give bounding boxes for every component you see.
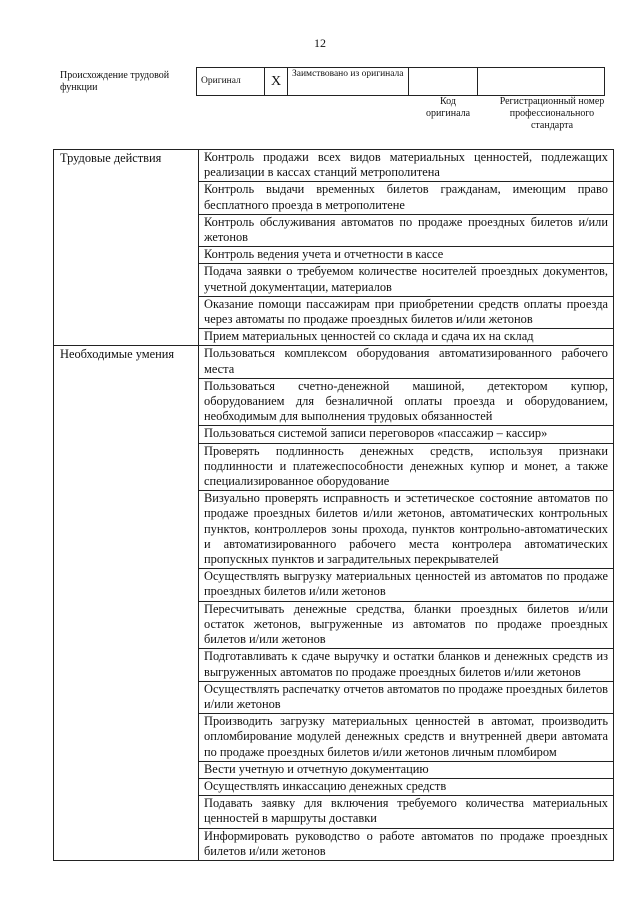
required-skill-item: Подавать заявку для включения требуемого количества материальных ценностей в маршруты доставки	[199, 796, 614, 828]
original-code-cell	[409, 68, 478, 96]
labor-actions-heading: Трудовые действия	[54, 150, 199, 346]
labor-action-item: Контроль обслуживания автоматов по продаже проездных билетов и/или жетонов	[199, 214, 614, 246]
required-skill-item: Осуществлять распечатку отчетов автоматов по продаже проездных билетов и/или жетонов	[199, 681, 614, 713]
required-skill-item: Пользоваться системой записи переговоров «пассажир – кассир»	[199, 426, 614, 443]
labor-action-item: Оказание помощи пассажирам при приобретении средств оплаты проезда через автоматы по продаже проездных билетов и/или жетонов	[199, 296, 614, 328]
original-code-caption: Код оригинала	[425, 96, 471, 119]
labor-action-item: Прием материальных ценностей со склада и сдача их на склад	[199, 329, 614, 346]
required-skill-item: Информировать руководство о работе автоматов по продаже проездных билетов и/или жетонов	[199, 828, 614, 860]
reg-number-cell	[478, 68, 605, 96]
labor-action-item: Контроль выдачи временных билетов гражданам, имеющим право бесплатного проезда в метрополитене	[199, 182, 614, 214]
table-row	[54, 150, 614, 182]
required-skill-item: Осуществлять инкассацию денежных средств	[199, 778, 614, 795]
required-skill-item: Производить загрузку материальных ценностей в автомат, производить опломбирование модулей денежных средств и внутренней двери автомата по продаже проездных билетов и/или жетонов личным пломбиром	[199, 714, 614, 762]
table-row	[54, 346, 614, 378]
labor-action-item: Подача заявки о требуемом количестве носителей проездных документов, учетной документации, материалов	[199, 264, 614, 296]
required-skill-item: Пересчитывать денежные средства, бланки проездных билетов и/или остаток жетонов, выгруженные из автоматов по продаже проездных билетов и/или жетонов	[199, 601, 614, 649]
required-skill-item: Подготавливать к сдаче выручку и остатки бланков и денежных средств из выгруженных автоматов по продаже проездных билетов и/или жетонов	[199, 649, 614, 681]
required-skill-item: Вести учетную и отчетную документацию	[199, 761, 614, 778]
original-mark: X	[265, 68, 288, 96]
required-skill-item: Проверять подлинность денежных средств, используя признаки подлинности и платежеспособности денежных купюр и монет, а также специализированное оборудование	[199, 443, 614, 491]
labor-function-origin-table	[196, 67, 605, 96]
labor-action-item: Контроль продажи всех видов материальных ценностей, подлежащих реализации в кассах станций метрополитена	[199, 150, 614, 182]
labor-function-table	[53, 149, 614, 861]
page-number: 12	[314, 36, 326, 50]
required-skill-item: Визуально проверять исправность и эстетическое состояние автоматов по продаже проездных билетов и/или жетонов, автоматических контрольных пунктов, контроллеров зоны прохода, пунктов контрольно-автоматических и автоматизированного рабочего места контролера автоматических пропускных пунктов и заградительных перекрывателей	[199, 491, 614, 569]
original-cell: Оригинал	[197, 68, 265, 96]
required-skill-item: Осуществлять выгрузку материальных ценностей из автоматов по продаже проездных билетов и/или жетонов	[199, 569, 614, 601]
required-skill-item: Пользоваться комплексом оборудования автоматизированного рабочего места	[199, 346, 614, 378]
reg-number-caption: Регистрационный номер профессионального стандарта	[499, 96, 605, 131]
labor-action-item: Контроль ведения учета и отчетности в кассе	[199, 247, 614, 264]
borrowed-cell: Заимствовано из оригинала	[288, 68, 409, 96]
required-skills-heading: Необходимые умения	[54, 346, 199, 861]
required-skill-item: Пользоваться счетно-денежной машиной, детектором купюр, оборудованием для безналичной оплаты проезда и оборудованием, необходимым для выполнения трудовых обязанностей	[199, 378, 614, 426]
labor-function-origin-label: Происхождение трудовой функции	[60, 70, 170, 93]
